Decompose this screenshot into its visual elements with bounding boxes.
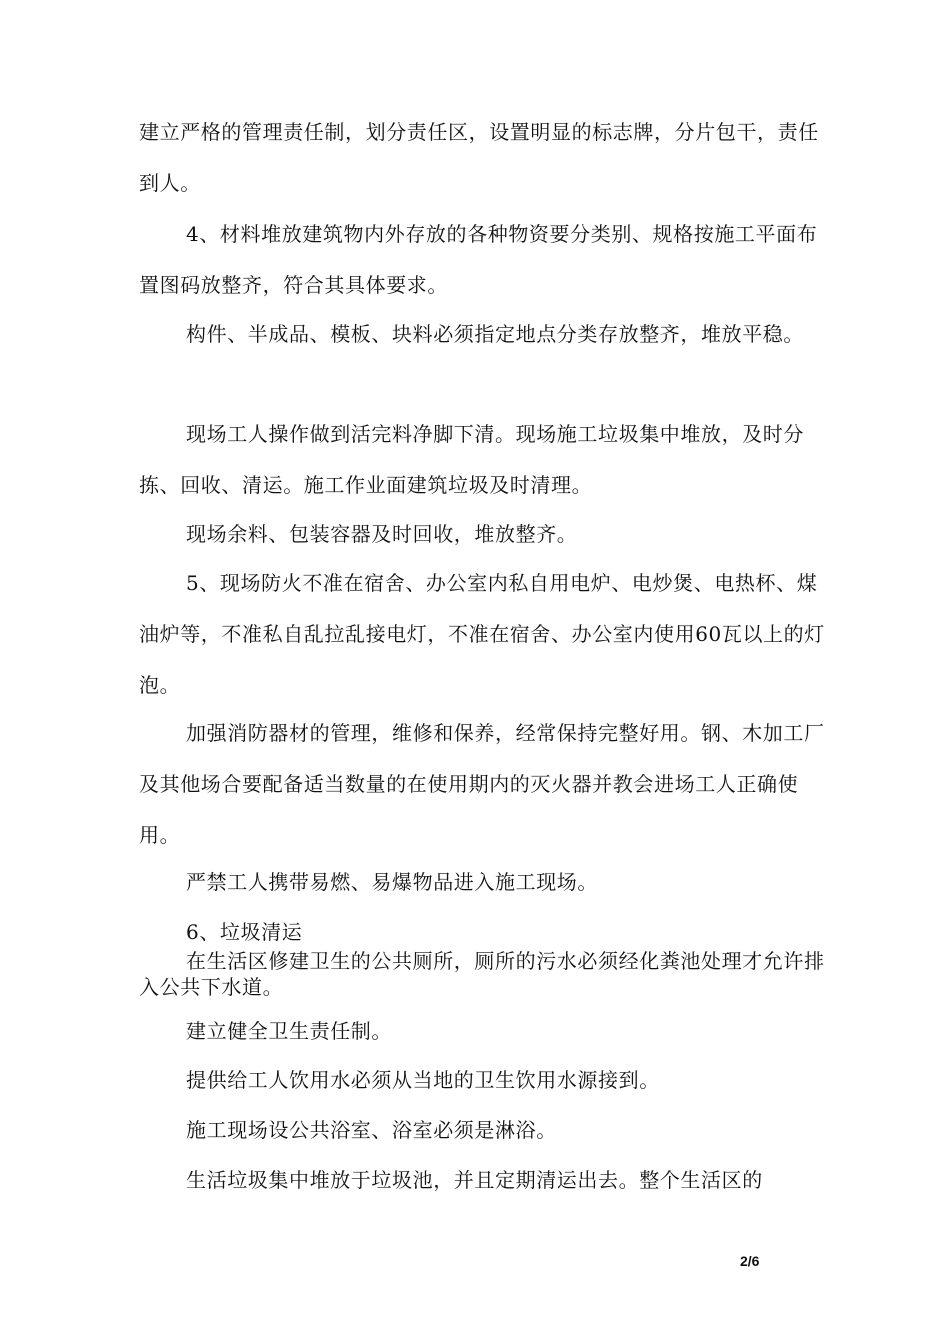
paragraph-material-stacking: 4、材料堆放建筑物内外存放的各种物资要分类别、规格按施工平面布置图码放整齐，符合其具体要求。 [139,222,818,297]
paragraph-fire-prevention: 5、现场防火不准在宿舍、办公室内私自用电炉、电炒煲、电热杯、煤油炉等，不准私自乱拉乱接电灯，不准在宿舍、办公室内使用60瓦以上的灯泡。 [139,571,825,697]
paragraph-no-flammables: 严禁工人携带易燃、易爆物品进入施工现场。 [186,870,598,894]
paragraph-site-cleaning: 现场工人操作做到活完料净脚下清。现场施工垃圾集中堆放，及时分拣、回收、清运。施工作业面建筑垃圾及时清理。 [139,422,804,497]
paragraph-public-toilet: 在生活区修建卫生的公共厕所，厕所的污水必须经化粪池处理才允许排入公共下水道。 [139,949,825,999]
section-heading-garbage-removal: 6、垃圾清运 [186,920,303,944]
page-number: 2/6 [740,1253,760,1269]
paragraph-fire-equipment: 加强消防器材的管理，维修和保养，经常保持完整好用。钢、木加工厂及其他场合要配备适当数量的在使用期内的灭火器并教会进场工人正确使用。 [139,721,825,847]
paragraph-components-storage: 构件、半成品、模板、块料必须指定地点分类存放整齐，堆放平稳。 [186,322,804,346]
paragraph-hygiene-responsibility: 建立健全卫生责任制。 [186,1019,392,1043]
paragraph-surplus-materials: 现场余料、包装容器及时回收，堆放整齐。 [186,522,578,546]
paragraph-drinking-water: 提供给工人饮用水必须从当地的卫生饮用水源接到。 [186,1068,660,1092]
paragraph-responsibility-system: 建立严格的管理责任制，划分责任区，设置明显的标志牌，分片包干，责任到人。 [139,120,819,195]
paragraph-public-bathroom: 施工现场设公共浴室、浴室必须是淋浴。 [186,1118,557,1142]
paragraph-domestic-garbage: 生活垃圾集中堆放于垃圾池，并且定期清运出去。整个生活区的 [186,1168,763,1192]
